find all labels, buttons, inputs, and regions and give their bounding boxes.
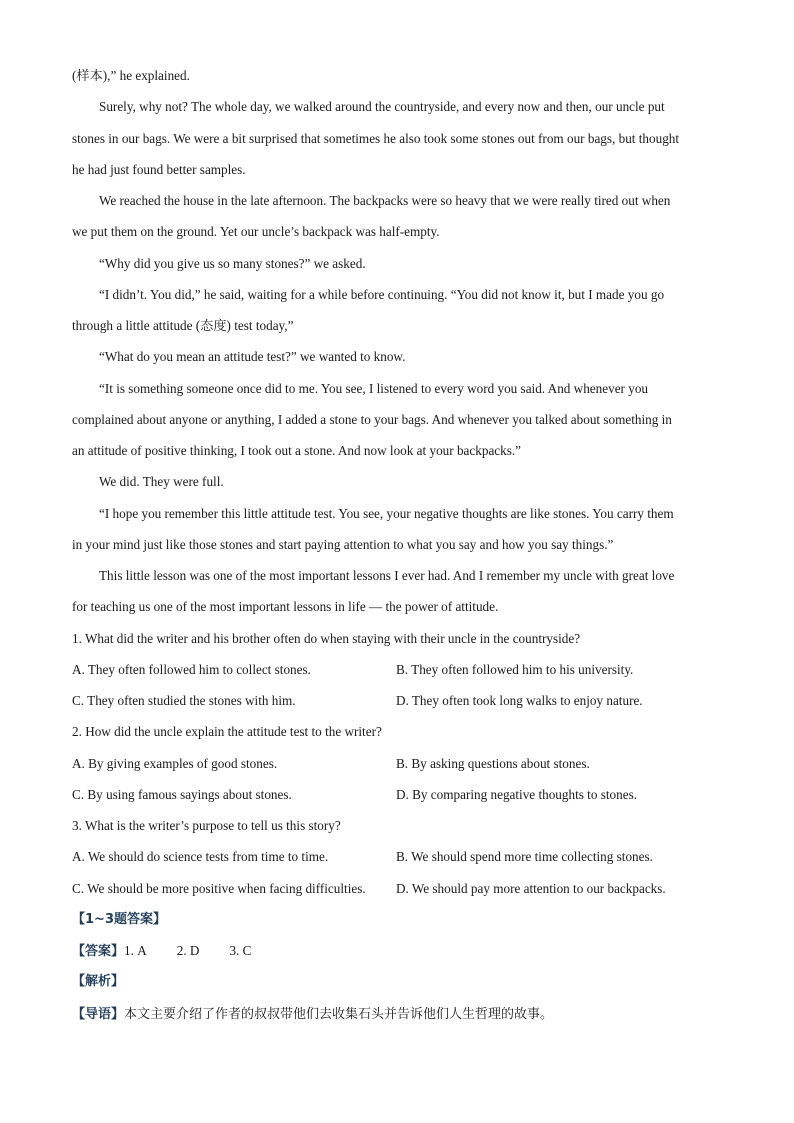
passage-line: in your mind just like those stones and start paying attention to what you say and how you say things.”	[72, 536, 614, 552]
option-row	[72, 654, 724, 685]
option-b: B. We should spend more time collecting stones.	[396, 849, 653, 865]
answer-label: 【答案】	[72, 944, 125, 959]
passage-line: “What do you mean an attitude test?” we wanted to know.	[99, 349, 406, 365]
analysis-label: 【解析】	[72, 974, 125, 990]
option-c: C. By using famous sayings about stones.	[72, 786, 292, 802]
option-d: D. By comparing negative thoughts to stones.	[396, 786, 638, 802]
passage-line: through a little attitude (态度) test today,”	[72, 318, 294, 333]
passage-line: “I hope you remember this little attitude test. You see, your negative thoughts are like stones. You carry them	[99, 505, 674, 521]
option-a: A. They often followed him to collect stones.	[72, 661, 311, 677]
passage-line: stones in our bags. We were a bit surprised that sometimes he also took some stones out from our bags, but thought	[72, 130, 680, 146]
document-page	[72, 60, 724, 1029]
passage-line: Surely, why not? The whole day, we walked around the countryside, and every now and then, our uncle put	[99, 99, 665, 115]
passage-line: for teaching us one of the most important lessons in life — the power of attitude.	[72, 599, 499, 615]
passage-line: he had just found better samples.	[72, 161, 246, 177]
question-stem: 1. What did the writer and his brother often do when staying with their uncle in the countryside?	[72, 630, 581, 646]
passage-line: (样本),” he explained.	[72, 68, 190, 83]
option-c: C. They often studied the stones with him.	[72, 693, 296, 708]
option-a: A. We should do science tests from time to time.	[72, 849, 329, 865]
lead-line	[72, 998, 724, 1029]
option-row	[72, 873, 724, 904]
passage-line: we put them on the ground. Yet our uncle’s backpack was half-empty.	[72, 224, 440, 240]
answer-line	[72, 935, 724, 966]
lead-text: 本文主要介绍了作者的叔叔带他们去收集石头并告诉他们人生哲理的故事。	[124, 1006, 554, 1022]
option-a: A. By giving examples of good stones.	[72, 755, 278, 771]
question-stem: 3. What is the writer’s purpose to tell us this story?	[72, 818, 341, 833]
passage-line: “Why did you give us so many stones?” we asked.	[99, 255, 366, 271]
question-stem: 2. How did the uncle explain the attitude test to the writer?	[72, 724, 382, 740]
option-d: D. We should pay more attention to our backpacks.	[396, 880, 666, 896]
passage-line: an attitude of positive thinking, I took out a stone. And now look at your backpacks.”	[72, 443, 522, 458]
passage-line: This little lesson was one of the most important lessons I ever had. And I remember my uncle with great love	[99, 568, 675, 583]
answer-value: 2. D	[176, 943, 200, 958]
passage-line: “I didn’t. You did,” he said, waiting for a while before continuing. “You did not know it, but I made you go	[99, 286, 665, 302]
passage-line: complained about anyone or anything, I added a stone to your bags. And whenever you talked about something in	[72, 411, 672, 427]
answer-heading: 【1~3题答案】	[72, 911, 166, 927]
answer-value: 1. A	[124, 943, 147, 958]
option-c: C. We should be more positive when facing difficulties.	[72, 880, 366, 896]
option-d: D. They often took long walks to enjoy nature.	[396, 693, 643, 708]
answer-value: 3. C	[229, 943, 252, 958]
option-row	[72, 748, 724, 779]
option-b: B. By asking questions about stones.	[396, 755, 590, 771]
passage-line: We reached the house in the late afternoon. The backpacks were so heavy that we were really tired out when	[99, 193, 671, 208]
lead-label: 【导语】	[72, 1006, 125, 1022]
option-row	[72, 779, 724, 810]
option-b: B. They often followed him to his university.	[396, 661, 634, 677]
option-row	[72, 685, 724, 716]
option-row	[72, 841, 724, 872]
passage-line: We did. They were full.	[99, 474, 224, 490]
passage-line: “It is something someone once did to me. You see, I listened to every word you said. And whenever you	[99, 380, 649, 396]
